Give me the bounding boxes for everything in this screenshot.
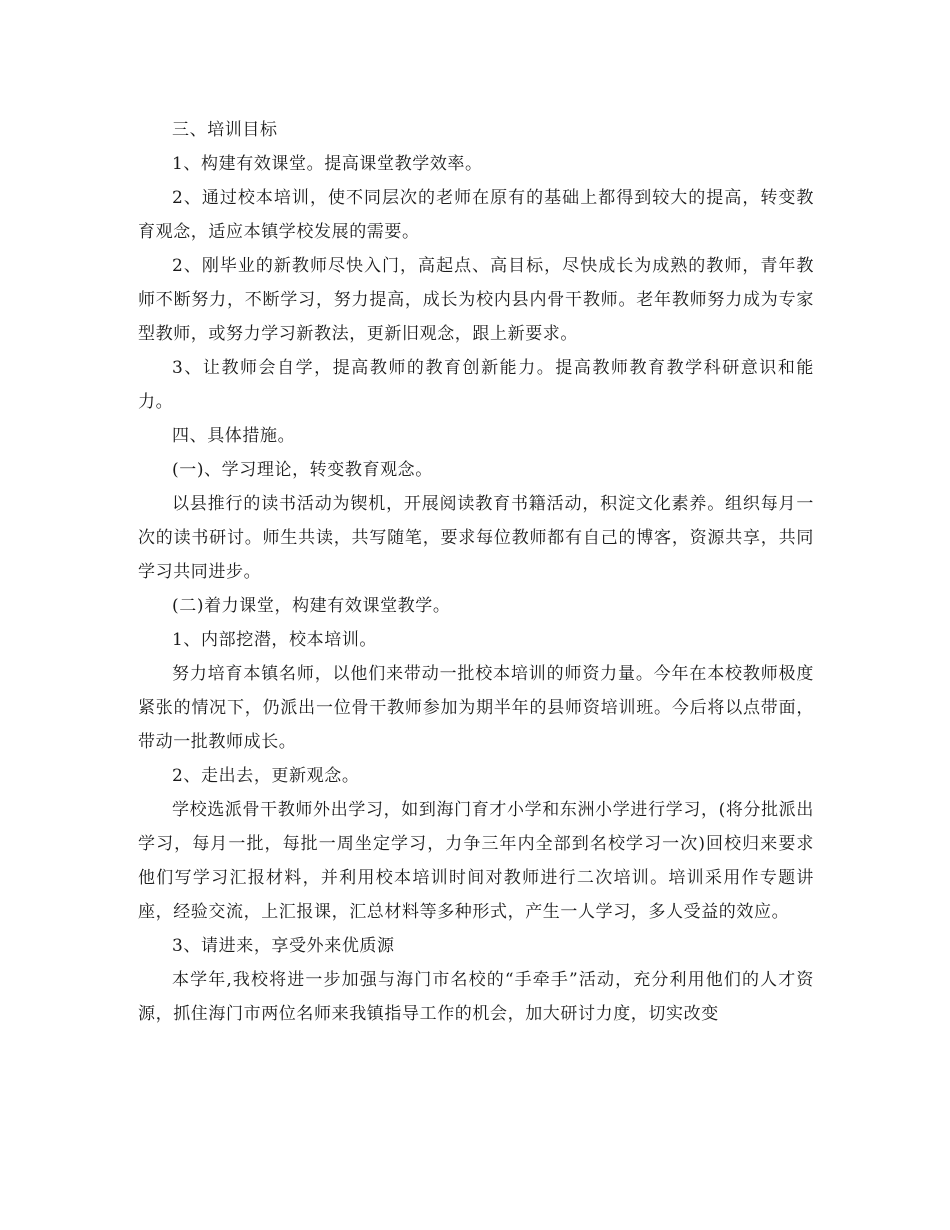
paragraph-local-teachers: 努力培育本镇名师，以他们来带动一批校本培训的师资力量。今年在本校教师极度紧张的情况下，仍派出一位骨干教师参加为期半年的县师资培训班。今后将以点带面，带动一批教师成长。 xyxy=(138,664,814,752)
paragraph-reading: 以县推行的读书活动为锲机，开展阅读教育书籍活动，积淀文化素养。组织每月一次的读书研讨。师生共读，共写随笔，要求每位教师都有自己的博客，资源共享，共同学习共同进步。 xyxy=(138,494,814,582)
goal-item-3: 3、让教师会自学，提高教师的教育创新能力。提高教师教育教学科研意识和能力。 xyxy=(138,358,814,412)
goal-item-2a: 2、通过校本培训，使不同层次的老师在原有的基础上都得到较大的提高，转变教育观念，适应本镇学校发展的需要。 xyxy=(138,188,814,242)
measure-item-3: 3、请进来，享受外来优质源 xyxy=(172,936,395,956)
measure-item-1: 1、内部挖潜，校本培训。 xyxy=(172,630,378,650)
paragraph-invite-in: 本学年,我校将进一步加强与海门市名校的“手牵手”活动，充分利用他们的人才资源，抓住海门市两位名师来我镇指导工作的机会，加大研讨力度，切实改变 xyxy=(138,970,814,1024)
heading-measures: 四、具体措施。 xyxy=(172,426,296,446)
measure-item-2: 2、走出去，更新观念。 xyxy=(172,766,360,786)
subheading-theory: (一)、学习理论，转变教育观念。 xyxy=(172,460,433,480)
subheading-classroom: (二)着力课堂，构建有效课堂教学。 xyxy=(172,596,451,616)
document-body xyxy=(138,113,814,1031)
heading-training-goals: 三、培训目标 xyxy=(172,120,278,140)
goal-item-2b: 2、刚毕业的新教师尽快入门，高起点、高目标，尽快成长为成熟的教师，青年教师不断努力，不断学习，努力提高，成长为校内县内骨干教师。老年教师努力成为专家型教师，或努力学习新教法，更新旧观念，跟上新要求。 xyxy=(138,256,814,344)
goal-item-1: 1、构建有效课堂。提高课堂教学效率。 xyxy=(172,154,483,174)
paragraph-go-out: 学校选派骨干教师外出学习，如到海门育才小学和东洲小学进行学习，(将分批派出学习，每月一批，每批一周坐定学习，力争三年内全部到名校学习一次)回校归来要求他们写学习汇报材料，并利用校本培训时间对教师进行二次培训。培训采用作专题讲座，经验交流，上汇报课，汇总材料等多种形式，产生一人学习，多人受益的效应。 xyxy=(138,800,814,922)
